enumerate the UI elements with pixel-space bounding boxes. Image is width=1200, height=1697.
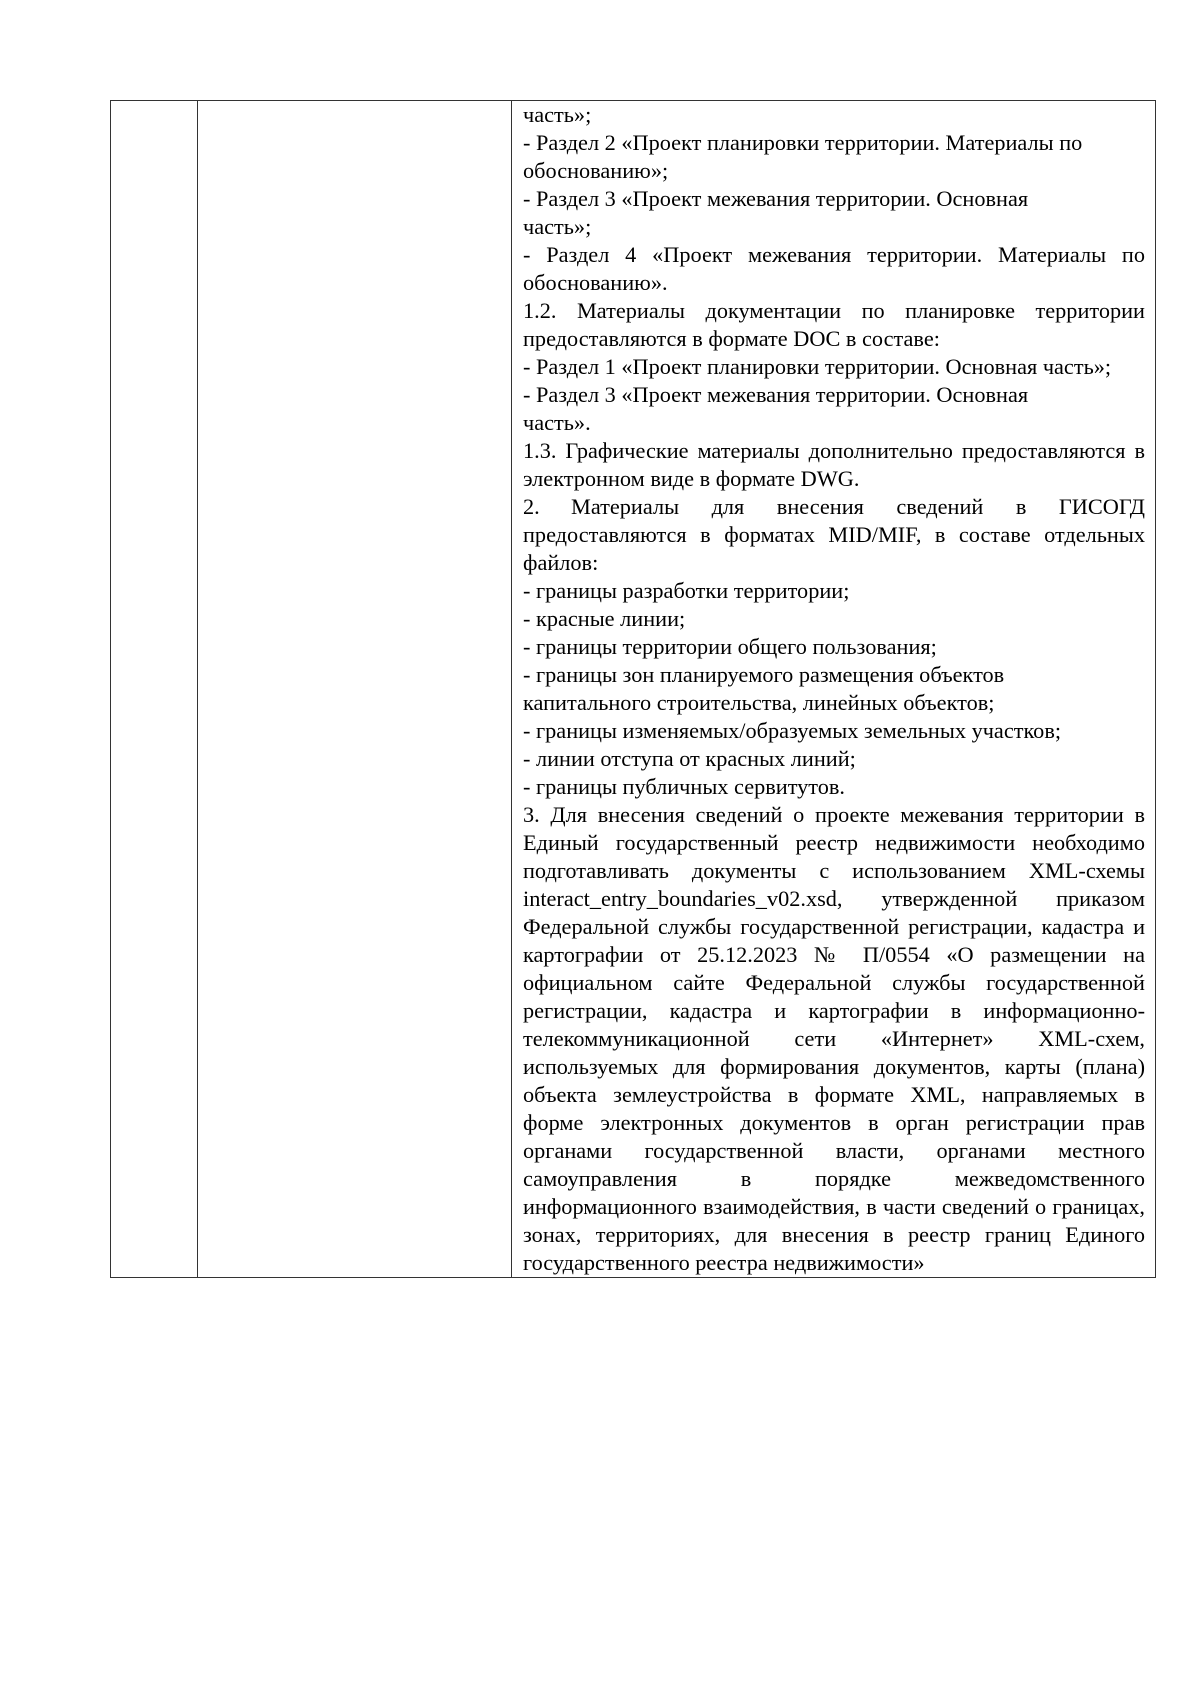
paragraph-text: Материалы для внесения сведений в ГИСОГД предоставляются в форматах MID/MIF, в составе отдельных файлов:: [523, 494, 1145, 575]
text-line: - Раздел 3 «Проект межевания территории. Основная часть».: [523, 382, 1029, 435]
document-table: [110, 100, 1156, 1278]
table-cell-name: [198, 101, 512, 1278]
list-item: - границы разработки территории;: [523, 578, 850, 603]
list-item: - границы публичных сервитутов.: [523, 774, 845, 799]
text-paragraph: [523, 493, 1145, 577]
cell-text: [512, 101, 1155, 1277]
paragraph-number: 2.: [523, 494, 540, 519]
text-line: 1.2. Материалы документации по планировке территории предоставляются в формате DOC в составе:: [523, 298, 1145, 351]
table-row: [111, 101, 1156, 1278]
table-cell-number: [111, 101, 198, 1278]
text-line: - Раздел 3 «Проект межевания территории. Основная часть»;: [523, 186, 1029, 239]
text-line: - Раздел 4 «Проект межевания территории. Материалы по обоснованию».: [523, 242, 1145, 295]
text-line: часть»;: [523, 102, 592, 127]
text-line: - Раздел 2 «Проект планировки территории. Материалы по обоснованию»;: [523, 130, 1083, 183]
list-item: - границы изменяемых/образуемых земельных участков;: [523, 718, 1062, 743]
text-line: 1.3. Графические материалы дополнительно предоставляются в электронном виде в формате DWG.: [523, 438, 1145, 491]
table-cell-content: [512, 101, 1156, 1278]
list-item: - границы территории общего пользования;: [523, 634, 937, 659]
text-paragraph: 3. Для внесения сведений о проекте межевания территории в Единый государственный реестр недвижимости необходимо подготавливать документы с использованием XML-схемы interact_entry_boundaries_v02.xsd, утвержденной приказом Федеральной службы государственной регистрации, кадастра и картографии от 25.12.2023 № П/0554 «О размещении на официальном сайте Федеральной службы государственной регистрации, кадастра и картографии в информационно-телекоммуникационной сети «Интернет» XML-схем, используемых для формирования документов, карты (плана) объекта землеустройства в формате XML, направляемых в форме электронных документов в орган регистрации прав органами государственной власти, органами местного самоуправления в порядке межведомственного информационного взаимодействия, в части сведений о границах, зонах, территориях, для внесения в реестр границ Единого государственного реестра недвижимости»: [523, 802, 1145, 1275]
list-item: - границы зон планируемого размещения объектов капитального строительства, линейных объектов;: [523, 662, 1005, 715]
list-item: - линии отступа от красных линий;: [523, 746, 856, 771]
list-item: - красные линии;: [523, 606, 686, 631]
text-line: - Раздел 1 «Проект планировки территории. Основная часть»;: [523, 354, 1112, 379]
